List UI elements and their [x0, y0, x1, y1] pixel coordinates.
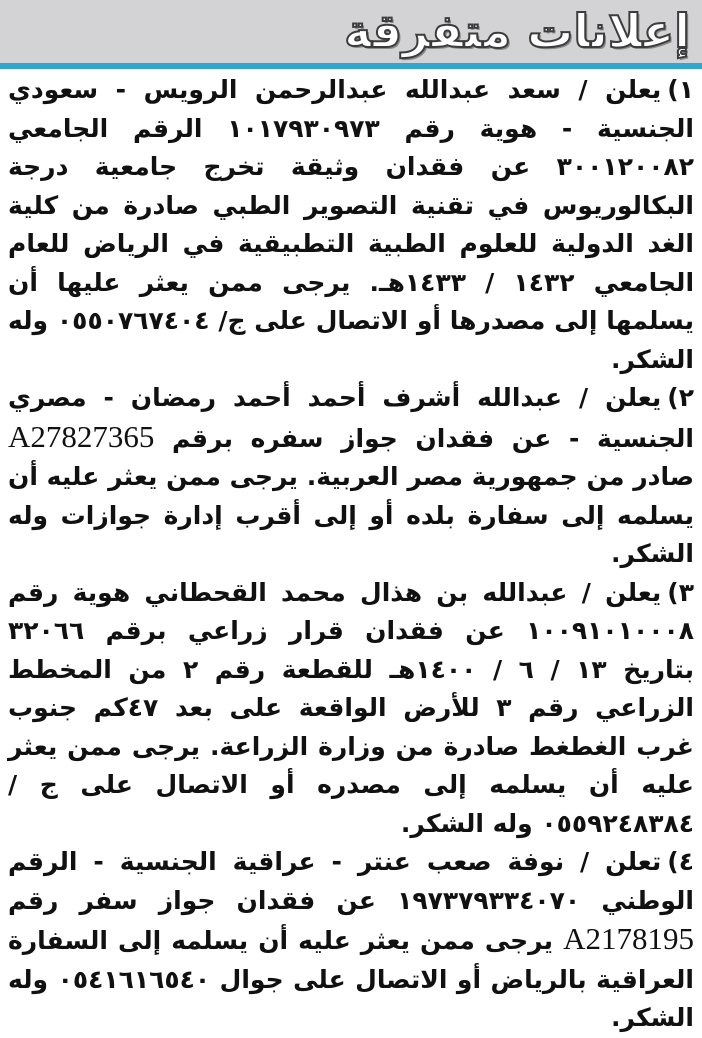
classified-ads-list [0, 69, 702, 1038]
ad-number: ١) [667, 75, 694, 104]
classified-ad-2 [8, 379, 694, 574]
passport-number: A27827365 [8, 418, 155, 454]
ad-text: صادر من جمهورية مصر العربية. يرجى ممن يعثر عليه أن يسلمه إلى سفارة بلده أو إلى أقرب إدارة جوازات وله الشكر. [8, 462, 694, 568]
ad-text: يعلن / عبدالله بن هذال محمد القحطاني هوية رقم ١٠٠٩١٠١٠٠٠٨ عن فقدان قرار زراعي برقم ٣٢٠٦٦ بتاريخ ١٣ / ٦ / ١٤٠٠هـ للقطعة رقم ٢ من المخطط الزراعي رقم ٣ للأرض الواقعة على بعد ٤٧كم جنوب غرب الغطغط صادرة من وزارة الزراعة. يرجى ممن يعثر عليه أن يسلمه إلى مصدره أو الاتصال على ج / ٠٥٥٩٢٤٨٣٨٤ وله الشكر. [8, 577, 695, 838]
classified-ad-1 [8, 71, 694, 379]
ad-text: يعلن / سعد عبدالله عبدالرحمن الرويس - سعودي الجنسية - هوية رقم ١٠١٧٩٣٠٩٧٣ الرقم الجامعي ٣٠٠١٢٠٠٨٢ عن فقدان وثيقة تخرج جامعية درجة البكالوريوس في تقنية التصوير الطبي صادرة من كلية الغد الدولية للعلوم الطبية التطبيقية في الرياض للعام الجامعي ١٤٣٢ / ١٤٣٣هـ. يرجى ممن يعثر عليها أن يسلمها إلى مصدرها أو الاتصال على ج/ ٠٥٥٠٧٦٧٤٠٤ وله الشكر. [8, 75, 695, 374]
ad-text: يعلن / عبدالله أشرف أحمد أحمد رمضان - مصري الجنسية - عن فقدان جواز سفره برقم [8, 383, 694, 453]
ad-number: ٤) [667, 847, 694, 876]
section-header [0, 0, 702, 69]
classified-ad-3 [8, 574, 694, 844]
passport-number: A2178195 [563, 921, 694, 956]
ad-number: ٣) [667, 577, 694, 607]
ad-number: ٢) [667, 383, 694, 412]
ad-text: تعلن / نوفة صعب عنتر - عراقية الجنسية - الرقم الوطني ١٩٧٣٧٩٣٣٤٠٧٠ عن فقدان جواز سفر رقم [8, 847, 694, 915]
classified-ad-4 [8, 843, 694, 1038]
section-title: إعلانات متفرقة [344, 4, 690, 58]
ad-text: يرجى ممن يعثر عليه أن يسلمه إلى السفارة العراقية بالرياض أو الاتصال على جوال ٠٥٤١٦١٦٥٤٠ وله الشكر. [8, 926, 695, 1032]
